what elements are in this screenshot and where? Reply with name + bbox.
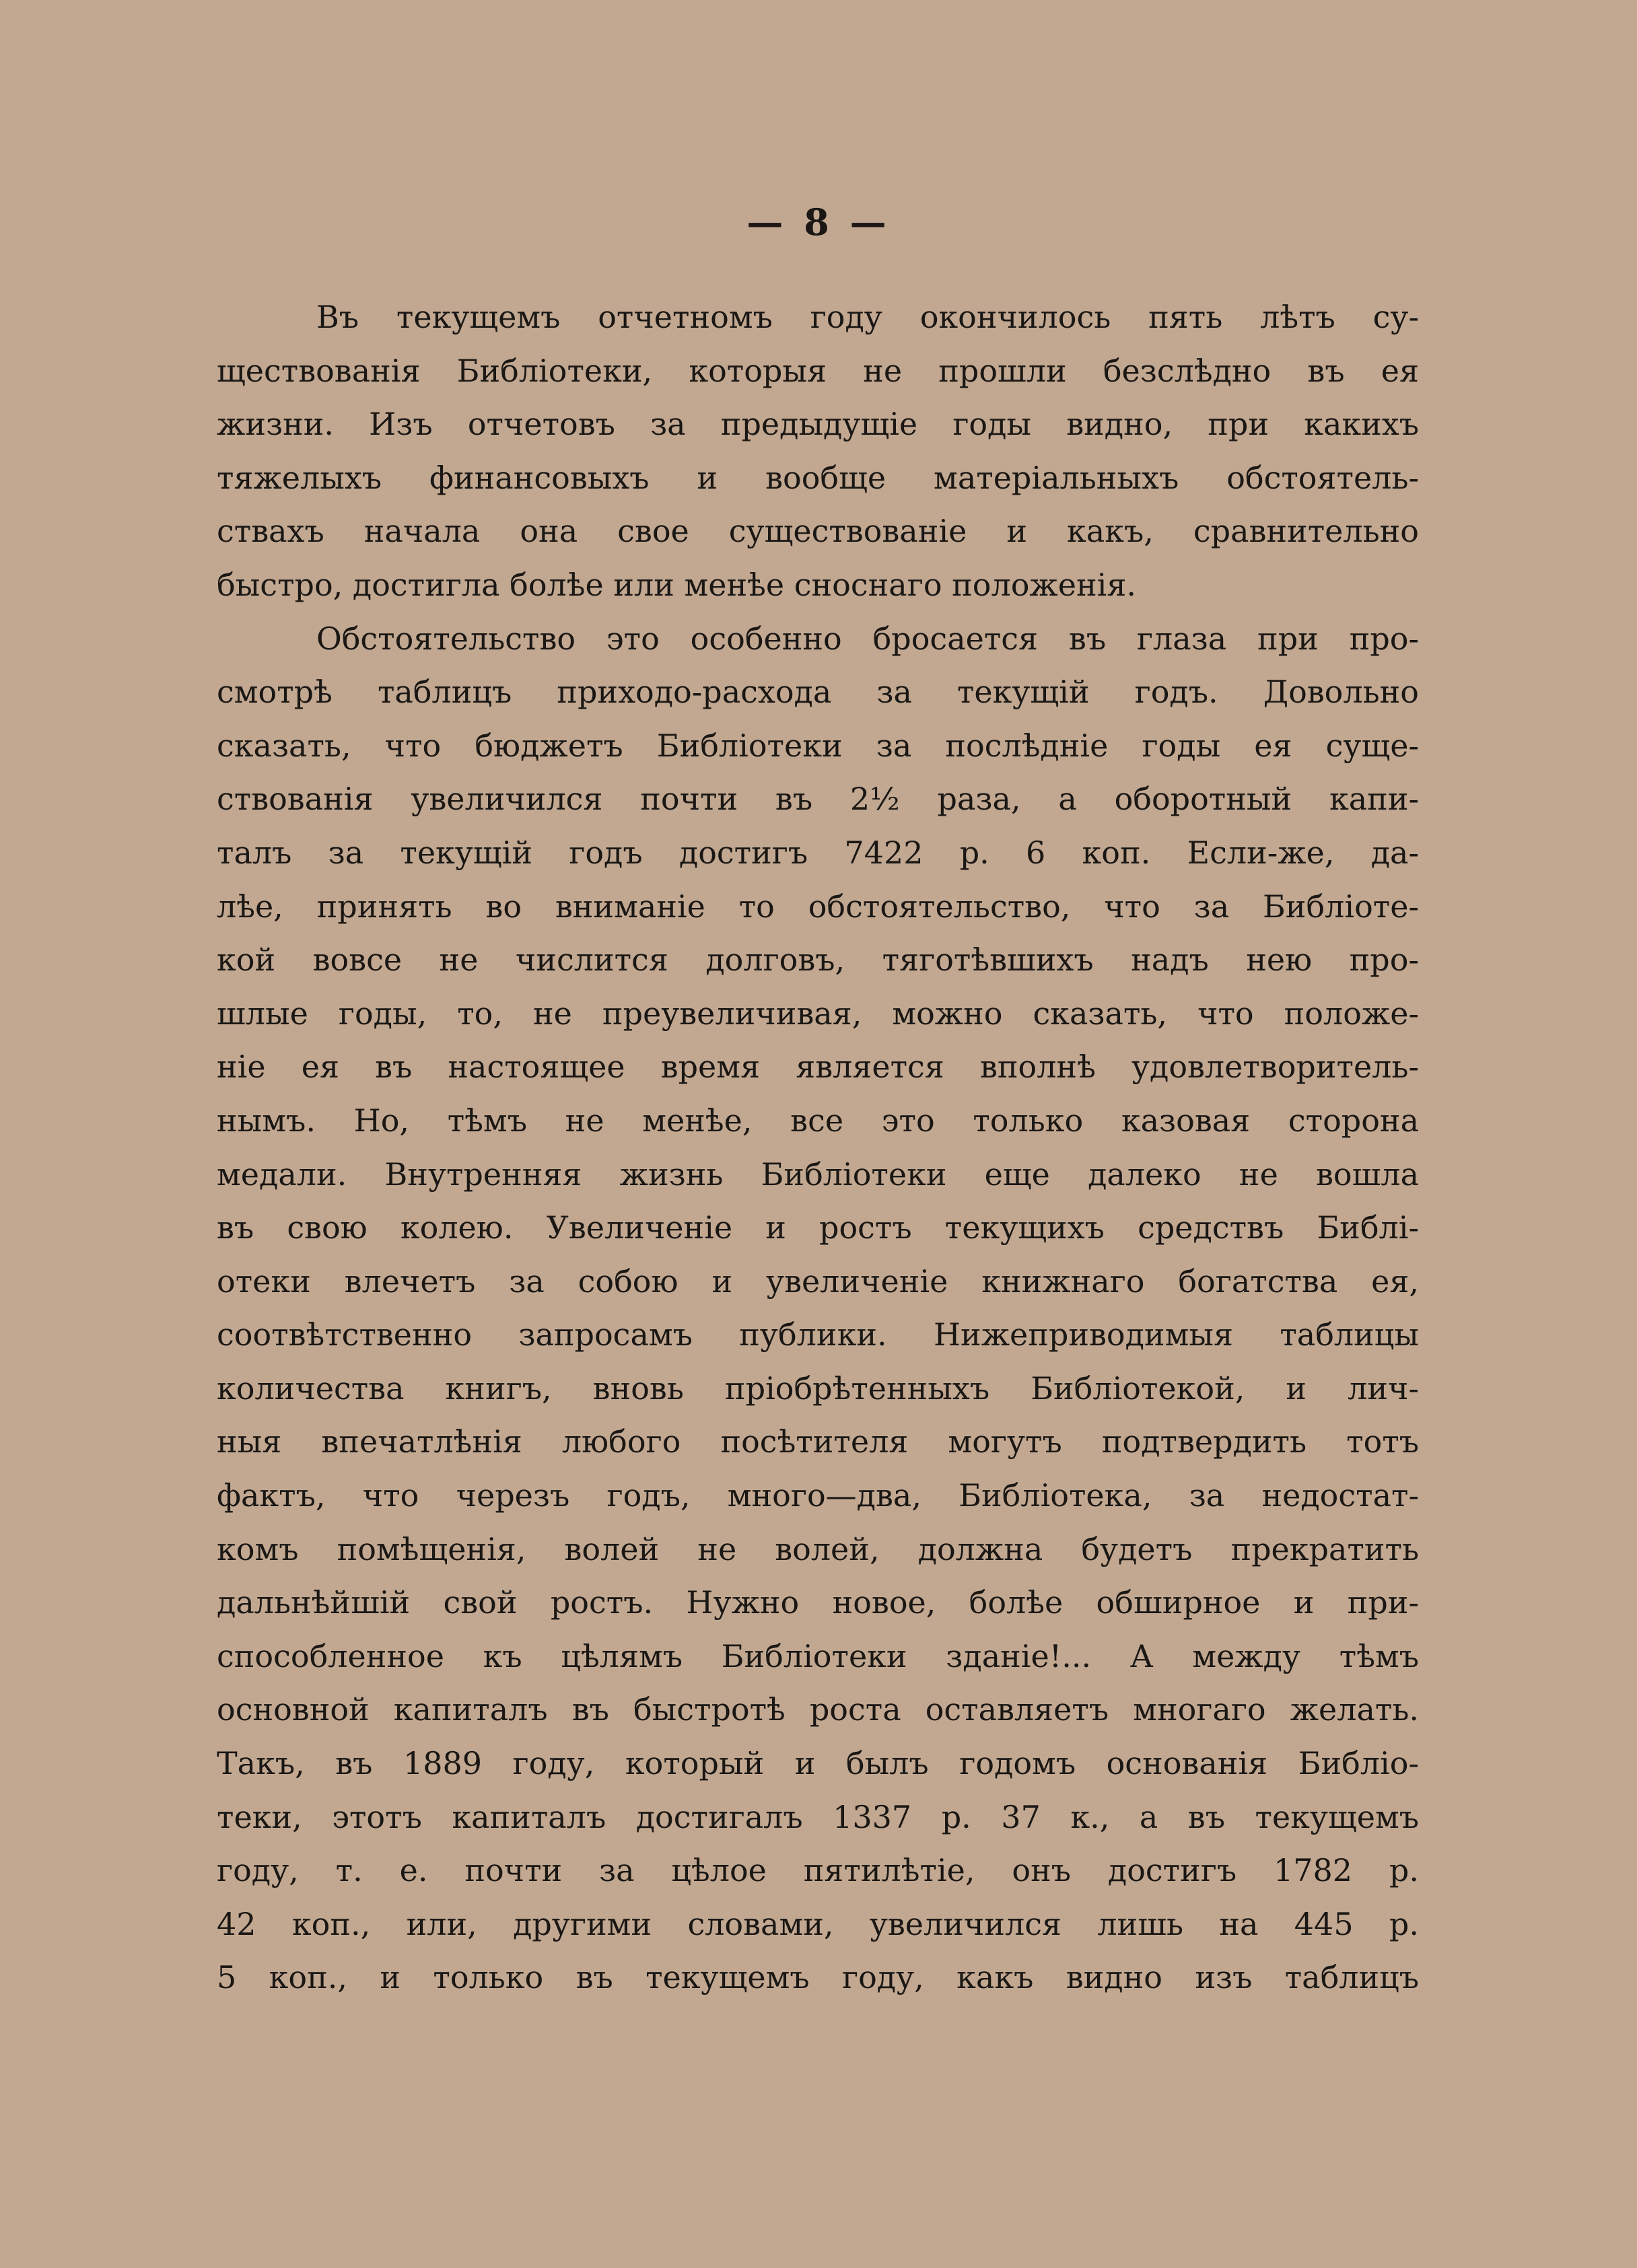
text-line: жизни. Изъ отчетовъ за предыдущіе годы видно, при какихъ xyxy=(217,406,1419,443)
text-line: смотрѣ таблицъ приходо-расхода за текущій годъ. Довольно xyxy=(217,674,1419,711)
text-line: ствахъ начала она свое существованіе и какъ, сравнительно xyxy=(217,513,1419,550)
text-line: комъ помѣщенія, волей не волей, должна будетъ прекратить xyxy=(217,1530,1419,1567)
text-line: Такъ, въ 1889 году, который и былъ годомъ основанія Библіо- xyxy=(217,1745,1419,1782)
text-line: теки, этотъ капиталъ достигалъ 1337 р. 37 к., а въ текущемъ xyxy=(217,1798,1419,1835)
text-line: отеки влечетъ за собою и увеличеніе книжнаго богатства ея, xyxy=(217,1263,1419,1300)
text-line: способленное къ цѣлямъ Библіотеки зданіе!... А между тѣмъ xyxy=(217,1637,1419,1674)
text-line: году, т. е. почти за цѣлое пятилѣтіе, онъ достигъ 1782 р. xyxy=(217,1852,1419,1889)
text-line: нымъ. Но, тѣмъ не менѣе, все это только казовая сторона xyxy=(217,1102,1419,1139)
text-line: 5 коп., и только въ текущемъ году, какъ видно изъ таблицъ xyxy=(217,1959,1419,1996)
text-line: ніе ея въ настоящее время является вполнѣ удовлетворитель- xyxy=(217,1049,1419,1086)
text-line: ныя впечатлѣнія любого посѣтителя могутъ подтвердить тотъ xyxy=(217,1423,1419,1460)
paragraph-1 xyxy=(217,291,1419,612)
text-line: Обстоятельство это особенно бросается въ глаза при про- xyxy=(316,620,1419,657)
text-line: лѣе, принять во вниманіе то обстоятельство, что за Библіоте- xyxy=(217,888,1419,925)
text-line: дальнѣйшій свой ростъ. Нужно новое, болѣе обширное и при- xyxy=(217,1584,1419,1621)
text-line: 42 коп., или, другими словами, увеличился лишь на 445 р. xyxy=(217,1905,1419,1942)
paragraph-2 xyxy=(217,612,1419,2005)
text-line: ществованія Библіотеки, которыя не прошли безслѣдно въ ея xyxy=(217,352,1419,389)
text-line: ствованія увеличился почти въ 2½ раза, а оборотный капи- xyxy=(217,781,1419,818)
text-line: основной капиталъ въ быстротѣ роста оставляетъ многаго желать. xyxy=(217,1691,1419,1728)
page-number: — 8 — xyxy=(746,201,891,244)
text-line: Въ текущемъ отчетномъ году окончилось пять лѣтъ су- xyxy=(316,299,1419,335)
text-line: медали. Внутренняя жизнь Библіотеки еще далеко не вошла xyxy=(217,1156,1419,1193)
text-line: кой вовсе не числится долговъ, тяготѣвшихъ надъ нею про- xyxy=(217,942,1419,979)
text-line: сказать, что бюджетъ Библіотеки за послѣдніе годы ея суще- xyxy=(217,727,1419,764)
text-line: фактъ, что черезъ годъ, много—два, Библіотека, за недостат- xyxy=(217,1477,1419,1514)
text-line: соотвѣтственно запросамъ публики. Нижеприводимыя таблицы xyxy=(217,1316,1419,1353)
text-line: быстро, достигла болѣе или менѣе сноснаго положенія. xyxy=(217,566,1136,603)
text-line: тяжелыхъ финансовыхъ и вообще матеріальныхъ обстоятель- xyxy=(217,459,1419,496)
text-line: въ свою колею. Увеличеніе и ростъ текущихъ средствъ Библі- xyxy=(217,1209,1419,1246)
text-line: количества книгъ, вновь пріобрѣтенныхъ Библіотекой, и лич- xyxy=(217,1370,1419,1407)
body-text xyxy=(217,291,1419,2005)
text-line: шлые годы, то, не преувеличивая, можно сказать, что положе- xyxy=(217,995,1419,1032)
text-line: талъ за текущій годъ достигъ 7422 р. 6 коп. Если-же, да- xyxy=(217,834,1419,871)
